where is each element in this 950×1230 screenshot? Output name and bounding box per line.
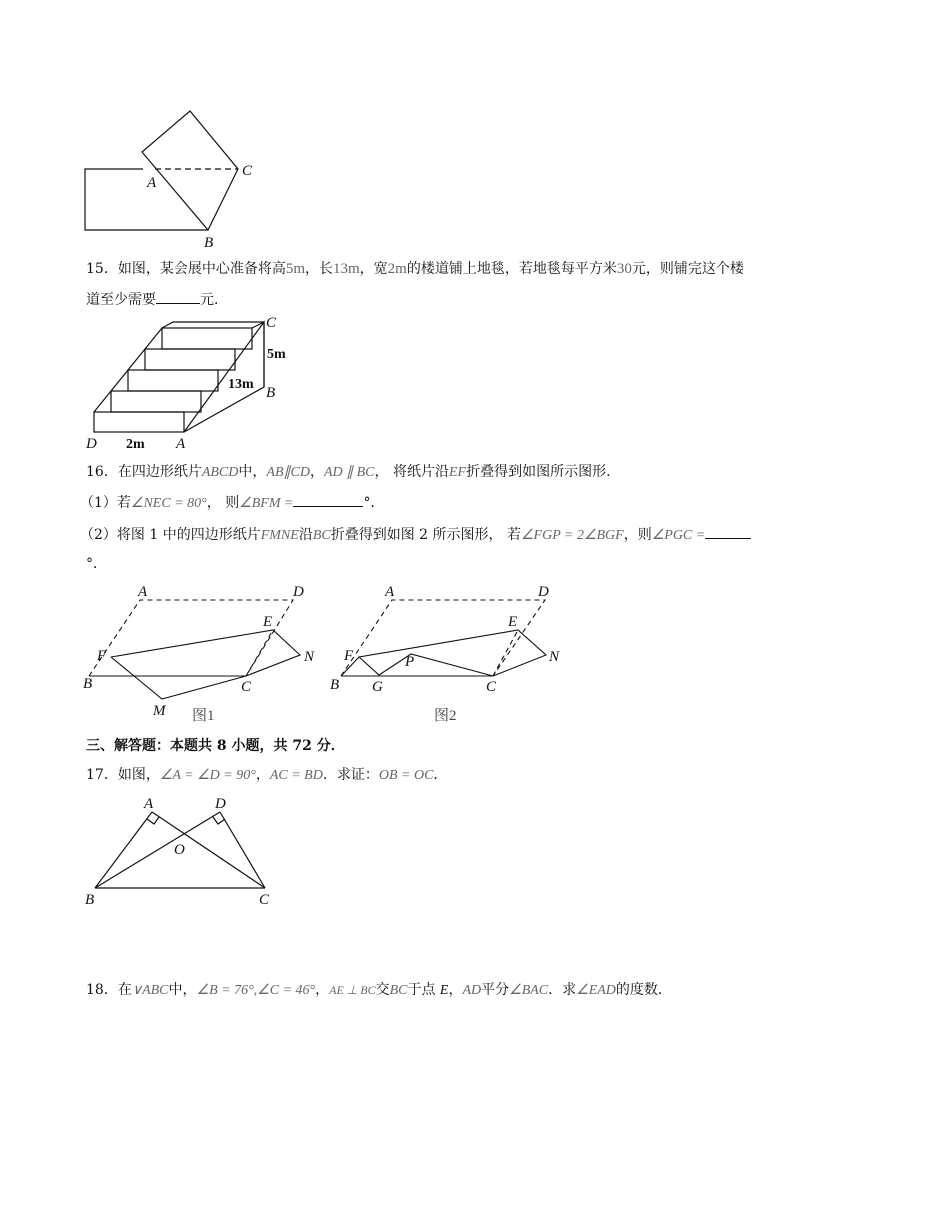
- caption-1: 图1: [192, 708, 215, 724]
- label-c: C: [486, 679, 497, 695]
- q15-line1: 15．如图，某会展中心准备将高5m，长13m，宽2m的楼道铺上地毯，若地毯每平方米30元，则铺完这个楼: [86, 261, 744, 277]
- label-c: C: [242, 163, 253, 179]
- label-d: D: [215, 796, 226, 812]
- label-b: B: [85, 892, 95, 908]
- label-g: G: [372, 679, 383, 695]
- caption-2: 图2: [434, 708, 457, 724]
- label-height: 5m: [267, 347, 286, 362]
- q16-figure-2: [325, 578, 575, 726]
- answer-blank: [156, 289, 200, 304]
- label-d: D: [293, 584, 304, 600]
- answer-blank: [293, 492, 363, 507]
- q17-figure: [80, 792, 290, 912]
- label-c: C: [241, 679, 252, 695]
- q16-figure-1: [80, 578, 330, 726]
- label-d: D: [86, 436, 97, 452]
- label-n: N: [549, 649, 560, 665]
- label-c: C: [259, 892, 270, 908]
- label-c: C: [266, 315, 277, 331]
- label-a: A: [176, 436, 186, 452]
- label-f: F: [97, 648, 107, 664]
- label-m: M: [153, 703, 166, 719]
- label-p: P: [405, 654, 415, 670]
- q15-line2: 道至少需要 元．: [86, 289, 228, 311]
- label-e: E: [263, 614, 273, 630]
- q16-line1: 16．在四边形纸片ABCD中，AB∥CD，AD ∥ BC， 将纸片沿EF折叠得到如图所示图形．: [86, 464, 621, 480]
- label-a: A: [147, 175, 157, 191]
- q18-line: 18．在∨ABC中，∠B = 76°,∠C = 46°，AE ⊥ BC交BC于点 E，AD平分∠BAC．求∠EAD的度数．: [86, 982, 672, 998]
- label-width: 2m: [126, 437, 145, 452]
- q16-line2: （1）若∠NEC = 80°， 则∠BFM = °．: [80, 492, 384, 515]
- label-b: B: [204, 235, 214, 251]
- square: [142, 111, 238, 230]
- q16-line4: °．: [86, 556, 107, 572]
- label-f: F: [344, 648, 354, 664]
- q16-line3: （2）将图 1 中的四边形纸片FMNE沿BC折叠得到如图 2 所示图形， 若∠FGP = 2∠BGF，则∠PGC =: [80, 524, 751, 547]
- q15-staircase-figure: [80, 312, 310, 454]
- label-slope: 13m: [228, 377, 254, 392]
- q14-figure: [80, 105, 270, 255]
- section-heading: 三、解答题：本题共 8 小题，共 72 分．: [86, 738, 345, 754]
- answer-blank: [705, 524, 751, 539]
- label-a: A: [138, 584, 148, 600]
- label-b: B: [266, 385, 276, 401]
- label-a: A: [144, 796, 154, 812]
- label-b: B: [83, 676, 93, 692]
- label-n: N: [304, 649, 315, 665]
- q17-line: 17．如图，∠A = ∠D = 90°，AC = BD．求证：OB = OC．: [86, 767, 448, 783]
- label-b: B: [330, 677, 340, 693]
- label-a: A: [385, 584, 395, 600]
- label-o: O: [174, 842, 185, 858]
- label-e: E: [508, 614, 518, 630]
- label-d: D: [538, 584, 549, 600]
